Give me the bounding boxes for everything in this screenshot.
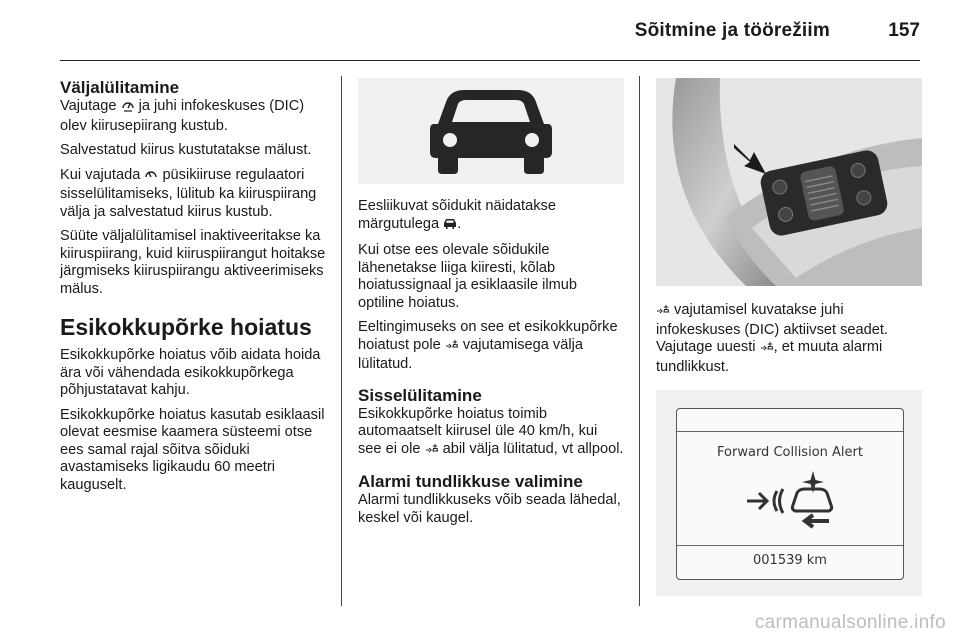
text: Kui vajutada bbox=[60, 166, 145, 183]
collision-alert-icon bbox=[425, 442, 439, 461]
text: Eesliikuvat sõidukit näidatakse märgutulega bbox=[358, 198, 556, 232]
page-header bbox=[0, 0, 960, 60]
chapter-title: Sõitmine ja töörežiim bbox=[634, 20, 830, 41]
text: Eeltingimuseks on see et esikokkupõrke hoiatust pole bbox=[358, 319, 618, 353]
heading-forward-collision-alert: Esikokkupõrke hoiatus bbox=[60, 314, 312, 340]
text: vajutamisega välja lülitatud. bbox=[358, 336, 583, 372]
page-number: 157 bbox=[888, 20, 920, 41]
heading-switch-off: Väljalülitamine bbox=[60, 78, 180, 97]
car-front-icon bbox=[358, 78, 624, 184]
paragraph bbox=[358, 319, 624, 374]
paragraph bbox=[358, 406, 624, 461]
dic-title: Forward Collision Alert bbox=[717, 445, 863, 460]
paragraph bbox=[656, 302, 922, 376]
column-3 bbox=[656, 78, 922, 596]
dic-display-figure bbox=[656, 390, 922, 596]
heading-switch-on: Sisselülitamine bbox=[358, 385, 482, 405]
text: . bbox=[457, 215, 462, 232]
dic-divider bbox=[677, 545, 903, 546]
text: Vajutage bbox=[60, 98, 121, 114]
paragraph bbox=[60, 167, 332, 222]
speed-limiter-icon bbox=[121, 98, 135, 118]
column-divider bbox=[341, 76, 342, 606]
text: , et muuta alarmi tundlikkust. bbox=[656, 339, 883, 375]
text: Esikokkupõrke hoiatus toimib automaatselt kiirusel üle 40 km/h, kui see ei ole bbox=[358, 405, 598, 457]
column-1 bbox=[60, 78, 332, 501]
column-2 bbox=[358, 78, 624, 534]
column-divider bbox=[639, 76, 640, 606]
paragraph: Salvestatud kiirus kustutatakse mälust. bbox=[60, 142, 312, 158]
paragraph: Alarmi tundlikkuseks võib seada lähedal, keskel või kaugel. bbox=[358, 492, 621, 526]
paragraph: Kui otse ees olevale sõidukile lähenetakse liiga kiiresti, kõlab hoiatussignaal ja esiklaasile ilmub optiline hoiatus. bbox=[358, 242, 578, 311]
vehicle-ahead-figure bbox=[358, 78, 624, 184]
dic-screen bbox=[676, 408, 904, 580]
dic-odometer: 001539 km bbox=[753, 553, 827, 568]
paragraph bbox=[358, 198, 624, 235]
text: püsikiiruse regulaatori sisselülitamiseks, lülitub ka kiiruspiirang välja ja salvestatud kiirus kustub. bbox=[60, 166, 317, 220]
dic-divider bbox=[677, 431, 903, 432]
steering-wheel-figure bbox=[656, 78, 922, 286]
paragraph: Esikokkupõrke hoiatus võib aidata hoida ära või vähendada esikokkupõrkega põhjustatavat kahju. bbox=[60, 347, 321, 398]
text: abil välja lülitatud, vt allpool. bbox=[438, 440, 624, 457]
collision-alert-icon bbox=[743, 471, 839, 529]
steering-wheel-illustration bbox=[656, 78, 922, 286]
heading-alarm-sensitivity: Alarmi tundlikkuse valimine bbox=[358, 472, 583, 491]
cruise-control-icon bbox=[144, 167, 158, 187]
text: vajutamisel kuvatakse juhi infokeskuses (DIC) aktiivset seadet. Vajutage uuesti bbox=[656, 302, 888, 355]
header-rule bbox=[60, 60, 920, 61]
collision-alert-icon bbox=[760, 340, 774, 359]
paragraph: Esikokkupõrke hoiatus kasutab esiklaasil olevat eesmise kaamera süsteemi otse ees samal rajal sõitva sõiduki avastamiseks ligikaudu 60 meetri kauguselt. bbox=[60, 406, 325, 493]
vehicle-ahead-icon bbox=[443, 217, 457, 236]
collision-alert-icon bbox=[656, 303, 670, 322]
text: ja juhi infokeskuses (DIC) olev kiirusepiirang kustub. bbox=[60, 98, 305, 134]
watermark: carmanualsonline.info bbox=[754, 612, 946, 633]
collision-alert-icon bbox=[445, 338, 459, 357]
paragraph: Süüte väljalülitamisel inaktiveeritakse ka kiiruspiirang, kuid kiiruspiirangut hoitakse järgmiseks kiiruspiirangu aktiveerimiseks mälus. bbox=[60, 228, 326, 297]
paragraph bbox=[60, 98, 332, 135]
